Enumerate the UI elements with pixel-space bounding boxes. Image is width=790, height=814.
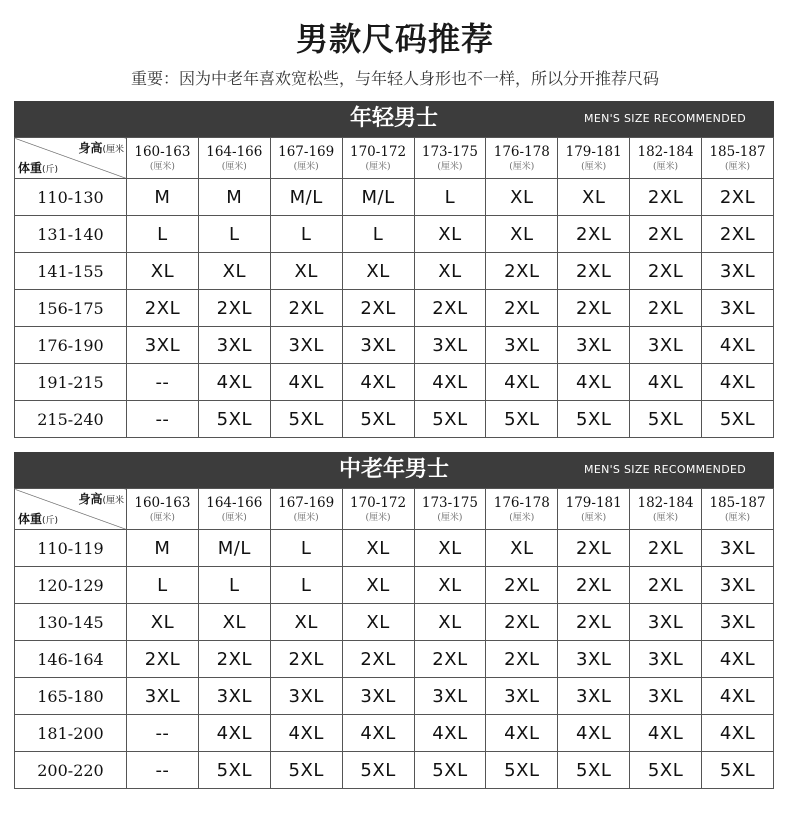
size-cell: 3XL [702,530,774,567]
table-row [15,327,774,364]
height-unit-label: (厘米) [365,512,391,523]
size-cell: -- [127,364,199,401]
size-cell: 2XL [702,216,774,253]
size-cell: 3XL [270,678,342,715]
size-cell: XL [342,253,414,290]
size-cell: 4XL [342,364,414,401]
size-cell: 2XL [630,179,702,216]
size-cell: XL [342,567,414,604]
height-range: 173-175 [421,143,478,160]
size-cell: 2XL [558,216,630,253]
size-cell: 2XL [342,290,414,327]
height-range: 176-178 [493,494,550,511]
height-label-text: 身高 [78,492,103,506]
table-row [15,567,774,604]
size-cell: 5XL [270,752,342,789]
table-header-row [15,489,774,530]
table-header-row [15,138,774,179]
size-cell: 5XL [702,752,774,789]
size-cell: 3XL [198,327,270,364]
size-cell: 3XL [630,678,702,715]
size-cell: XL [414,253,486,290]
size-cell: 2XL [486,567,558,604]
size-cell: M [127,179,199,216]
height-unit-label: (厘米) [149,512,175,523]
size-cell: 2XL [414,641,486,678]
height-range: 182-184 [637,143,694,160]
height-unit-label: (厘米) [437,512,463,523]
height-unit-label: (厘米) [365,161,391,172]
size-cell: 2XL [702,179,774,216]
size-cell: 2XL [342,641,414,678]
height-range: 167-169 [278,143,335,160]
section-title: 中老年男士 [338,457,449,482]
section-header-bar [14,452,774,488]
size-cell: 2XL [127,290,199,327]
height-unit-label: (厘米) [149,161,175,172]
size-cell: 2XL [414,290,486,327]
height-column-header [630,138,702,179]
size-cell: 2XL [486,290,558,327]
young-men-section [14,101,774,438]
size-cell: XL [414,216,486,253]
weight-cell: 181-200 [15,715,127,752]
size-cell: 2XL [630,567,702,604]
size-cell: 5XL [558,401,630,438]
size-cell: L [127,567,199,604]
height-unit-label: (厘米) [293,161,319,172]
weight-cell: 120-129 [15,567,127,604]
size-cell: 4XL [342,715,414,752]
size-cell: 4XL [198,715,270,752]
size-cell: 3XL [342,327,414,364]
table-row [15,715,774,752]
size-cell: 2XL [198,641,270,678]
height-unit-label: (厘米) [437,161,463,172]
size-cell: 5XL [486,752,558,789]
size-cell: 5XL [414,752,486,789]
size-cell: M [198,179,270,216]
middle-aged-men-section [14,452,774,789]
height-column-header [414,138,486,179]
height-range: 167-169 [278,494,335,511]
size-cell: XL [198,253,270,290]
size-cell: XL [414,530,486,567]
size-cell: 4XL [702,364,774,401]
weight-cell: 110-130 [15,179,127,216]
size-cell: 3XL [486,678,558,715]
size-cell: 3XL [702,567,774,604]
size-cell: 2XL [270,290,342,327]
height-unit-label: (厘米) [724,512,751,523]
size-cell: 2XL [558,253,630,290]
height-range: 160-163 [134,494,191,511]
size-cell: 2XL [198,290,270,327]
size-cell: 2XL [558,530,630,567]
height-range: 173-175 [421,494,478,511]
height-column-header [127,489,199,530]
size-cell: M [127,530,199,567]
size-cell: 2XL [630,216,702,253]
size-cell: XL [414,567,486,604]
size-cell: 2XL [270,641,342,678]
size-cell: XL [270,604,342,641]
size-cell: XL [342,604,414,641]
size-cell: 3XL [486,327,558,364]
page-title: 男款尺码推荐 [295,20,494,58]
size-cell: 5XL [342,752,414,789]
height-range: 170-172 [350,143,407,160]
table-row [15,678,774,715]
size-cell: 5XL [270,401,342,438]
height-label [78,490,124,507]
table-row [15,401,774,438]
height-column-header [270,489,342,530]
size-cell: 4XL [486,715,558,752]
weight-cell: 200-220 [15,752,127,789]
size-cell: L [270,567,342,604]
height-column-header [702,138,774,179]
weight-cell: 146-164 [15,641,127,678]
corner-cell [15,138,127,179]
size-cell: 4XL [702,641,774,678]
weight-cell: 176-190 [15,327,127,364]
size-cell: 5XL [198,401,270,438]
size-cell: 2XL [630,530,702,567]
size-table [14,137,774,438]
size-cell: 3XL [127,678,199,715]
weight-unit: (斤) [42,165,59,175]
height-column-header [558,489,630,530]
weight-label [18,510,58,527]
size-cell: L [127,216,199,253]
section-title: 年轻男士 [349,106,438,131]
size-cell: 3XL [127,327,199,364]
size-cell: 4XL [270,715,342,752]
weight-label [18,159,58,176]
height-unit-label: (厘米) [653,161,679,172]
size-cell: 2XL [486,253,558,290]
height-unit-label: (厘米) [221,161,247,172]
size-cell: 3XL [702,604,774,641]
height-unit: (厘米 [102,145,124,155]
height-column-header [342,489,414,530]
height-unit-label: (厘米) [509,161,535,172]
height-column-header [198,138,270,179]
table-row [15,604,774,641]
size-cell: XL [558,179,630,216]
size-cell: 4XL [702,715,774,752]
size-cell: 2XL [486,604,558,641]
size-cell: 5XL [486,401,558,438]
height-range: 160-163 [134,143,191,160]
height-column-header [486,138,558,179]
size-cell: 2XL [486,641,558,678]
size-cell: 5XL [414,401,486,438]
height-column-header [127,138,199,179]
size-cell: 5XL [558,752,630,789]
size-cell: 3XL [558,327,630,364]
size-cell: M/L [198,530,270,567]
size-cell: 3XL [702,290,774,327]
size-cell: XL [270,253,342,290]
height-range: 170-172 [350,494,407,511]
size-cell: 4XL [198,364,270,401]
height-label-text: 身高 [78,141,103,155]
table-row [15,290,774,327]
size-cell: L [342,216,414,253]
size-cell: 3XL [198,678,270,715]
size-cell: XL [486,216,558,253]
height-unit-label: (厘米) [221,512,247,523]
table-row [15,752,774,789]
size-cell: XL [486,179,558,216]
height-column-header [198,489,270,530]
section-subtitle-en: MEN'S SIZE RECOMMENDED [584,463,746,476]
height-column-header [342,138,414,179]
weight-cell: 191-215 [15,364,127,401]
size-cell: 3XL [342,678,414,715]
table-row [15,179,774,216]
size-cell: 4XL [702,327,774,364]
size-table [14,488,774,789]
height-unit-label: (厘米) [581,512,607,523]
height-range: 185-187 [709,494,766,511]
size-cell: L [198,567,270,604]
height-unit-label: (厘米) [653,512,679,523]
table-row [15,364,774,401]
weight-label-text: 体重 [18,512,43,526]
size-cell: 2XL [558,567,630,604]
size-cell: 5XL [342,401,414,438]
size-cell: 3XL [630,641,702,678]
height-range: 182-184 [637,494,694,511]
size-cell: L [414,179,486,216]
height-unit: (厘米 [102,496,124,506]
size-cell: -- [127,752,199,789]
table-row [15,216,774,253]
height-column-header [702,489,774,530]
weight-cell: 130-145 [15,604,127,641]
size-cell: 3XL [558,678,630,715]
height-range: 164-166 [206,494,263,511]
size-cell: 4XL [558,715,630,752]
size-cell: -- [127,715,199,752]
weight-cell: 165-180 [15,678,127,715]
table-row [15,530,774,567]
size-cell: 4XL [630,364,702,401]
height-label [78,139,124,156]
size-cell: 3XL [702,253,774,290]
size-cell: 5XL [702,401,774,438]
size-cell: 2XL [558,604,630,641]
table-row [15,253,774,290]
weight-cell: 131-140 [15,216,127,253]
size-cell: 4XL [486,364,558,401]
weight-unit: (斤) [42,516,59,526]
page-subtitle: 重要：因为中老年喜欢宽松些，与年轻人身形也不一样，所以分开推荐尺码 [130,69,659,88]
height-unit-label: (厘米) [293,512,319,523]
size-cell: 3XL [558,641,630,678]
size-cell: XL [198,604,270,641]
size-cell: 5XL [630,752,702,789]
size-cell: 2XL [630,253,702,290]
section-header-bar [14,101,774,137]
corner-cell [15,489,127,530]
table-row [15,641,774,678]
weight-cell: 110-119 [15,530,127,567]
size-cell: 3XL [414,678,486,715]
height-range: 164-166 [206,143,263,160]
height-column-header [558,138,630,179]
size-cell: 3XL [630,327,702,364]
size-cell: 3XL [630,604,702,641]
height-range: 179-181 [565,143,622,160]
size-cell: 4XL [558,364,630,401]
size-cell: XL [127,253,199,290]
size-cell: XL [486,530,558,567]
size-cell: M/L [270,179,342,216]
size-cell: XL [342,530,414,567]
size-cell: 4XL [702,678,774,715]
weight-label-text: 体重 [18,161,43,175]
size-cell: L [270,530,342,567]
size-cell: -- [127,401,199,438]
weight-cell: 141-155 [15,253,127,290]
height-range: 179-181 [565,494,622,511]
size-cell: L [270,216,342,253]
size-cell: 4XL [414,364,486,401]
size-cell: 4XL [270,364,342,401]
size-cell: 2XL [127,641,199,678]
height-column-header [270,138,342,179]
size-cell: L [198,216,270,253]
size-cell: 3XL [414,327,486,364]
height-range: 176-178 [493,143,550,160]
size-cell: 4XL [414,715,486,752]
size-cell: 5XL [630,401,702,438]
weight-cell: 156-175 [15,290,127,327]
height-column-header [486,489,558,530]
height-range: 185-187 [709,143,766,160]
size-cell: XL [127,604,199,641]
size-cell: 4XL [630,715,702,752]
height-unit-label: (厘米) [724,161,751,172]
size-cell: 3XL [270,327,342,364]
size-cell: 2XL [630,290,702,327]
height-unit-label: (厘米) [509,512,535,523]
size-cell: XL [414,604,486,641]
height-unit-label: (厘米) [581,161,607,172]
size-cell: 2XL [558,290,630,327]
section-subtitle-en: MEN'S SIZE RECOMMENDED [584,112,746,125]
weight-cell: 215-240 [15,401,127,438]
height-column-header [630,489,702,530]
size-cell: M/L [342,179,414,216]
size-cell: 5XL [198,752,270,789]
height-column-header [414,489,486,530]
